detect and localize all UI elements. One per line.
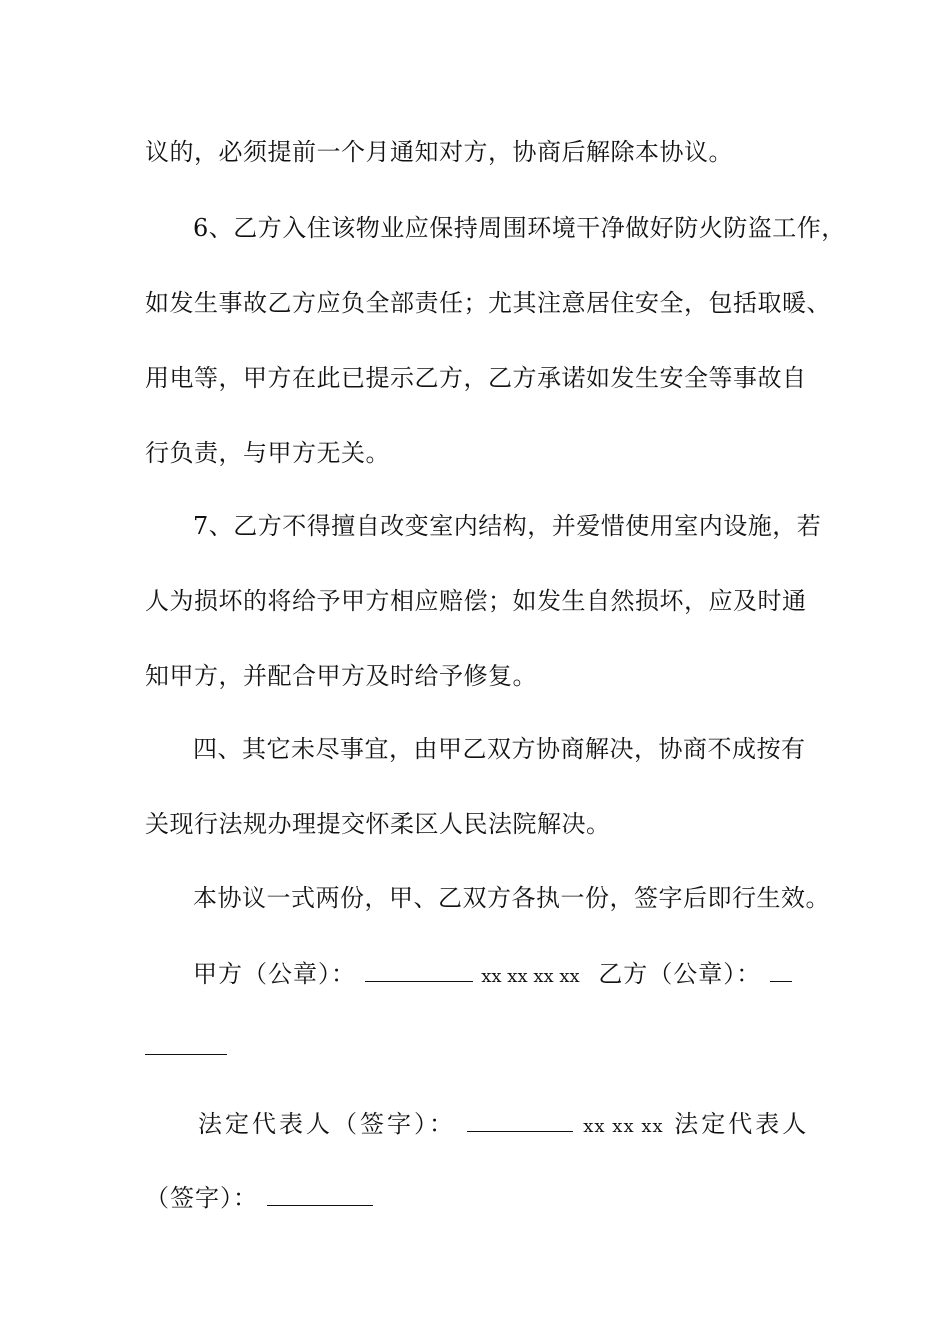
rep-a-date: xx xx xx	[583, 1116, 664, 1137]
rep-b-row	[145, 1182, 373, 1214]
rep-b-label: 法定代表人	[674, 1110, 810, 1138]
rep-a-row	[198, 1108, 809, 1143]
clause-6-line: 6、乙方入住该物业应保持周围环境干净做好防火防盗工作，	[193, 214, 846, 242]
rep-b-label-cont: （签字）：	[145, 1184, 258, 1212]
section-4-line: 四、其它未尽事宜，由甲乙双方协商解决，协商不成按有	[193, 735, 806, 763]
clause-7-line: 7、乙方不得擅自改变室内结构，并爱惜使用室内设施，若	[193, 512, 822, 540]
party-a-seal-label: 甲方（公章）：	[193, 960, 356, 988]
rep-b-blank	[267, 1183, 373, 1206]
clause-7-line: 人为损坏的将给予甲方相应赔偿；如发生自然损坏，应及时通	[145, 587, 807, 615]
party-a-date: xx xx xx xx	[481, 966, 580, 987]
clause-7-line: 知甲方，并配合甲方及时给予修复。	[145, 662, 537, 690]
party-b-seal-label: 乙方（公章）：	[598, 960, 762, 988]
party-a-seal-blank	[365, 959, 473, 982]
effect-clause-line: 本协议一式两份，甲、乙双方各执一份，签字后即行生效。	[193, 884, 830, 912]
rep-a-label: 法定代表人（签字）：	[198, 1110, 456, 1138]
clause-6-line: 用电等，甲方在此已提示乙方，乙方承诺如发生安全等事故自	[145, 364, 807, 392]
rep-a-blank	[467, 1109, 573, 1132]
party-a-seal-row	[193, 958, 792, 993]
clause-6-line: 如发生事故乙方应负全部责任；尤其注意居住安全，包括取暖、	[145, 289, 831, 317]
section-4-line: 关现行法规办理提交怀柔区人民法院解决。	[145, 810, 611, 838]
party-b-seal-blank-cont	[145, 1054, 227, 1055]
party-b-seal-blank	[770, 959, 792, 982]
paragraph-line: 议的，必须提前一个月通知对方，协商后解除本协议。	[145, 138, 733, 166]
clause-6-line: 行负责，与甲方无关。	[145, 439, 390, 467]
